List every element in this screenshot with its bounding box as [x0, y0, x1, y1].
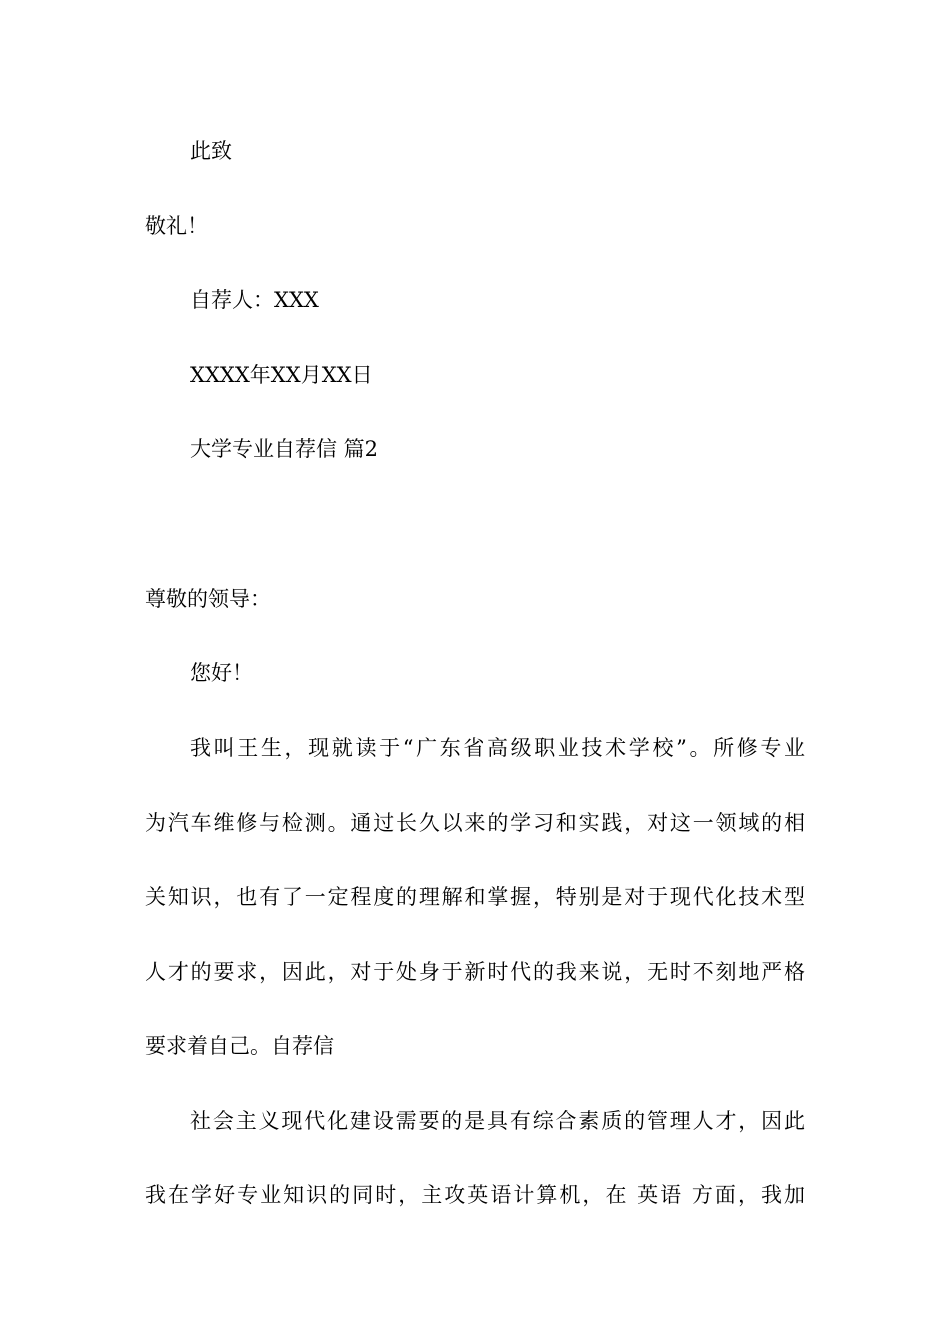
signer-line: 自荐人：XXX: [190, 288, 319, 312]
salutation: 尊敬的领导：: [145, 587, 271, 611]
section-title: 大学专业自荐信 篇2: [190, 437, 379, 461]
greeting: 您好！: [190, 661, 253, 685]
paragraph-line: 社会主义现代化建设需要的是具有综合素质的管理人才，因此: [190, 1109, 805, 1133]
paragraph-line: 我在学好专业知识的同时，主攻英语计算机，在 英语 方面，我加: [145, 1183, 805, 1207]
paragraph-line: 我叫王生，现就读于“广东省高级职业技术学校”。所修专业: [190, 736, 805, 760]
date-line: XXXX年XX月XX日: [190, 363, 373, 387]
paragraph-line: 人才的要求，因此，对于处身于新时代的我来说，无时不刻地严格: [145, 960, 805, 984]
closing-jing-li: 敬礼！: [145, 214, 208, 238]
paragraph-line: 关知识，也有了一定程度的理解和掌握，特别是对于现代化技术型: [145, 885, 805, 909]
closing-ci-zhi: 此致: [190, 139, 232, 163]
paragraph-line: 为汽车维修与检测。通过长久以来的学习和实践，对这一领域的相: [145, 811, 805, 835]
paragraph-line: 要求着自己。自荐信: [145, 1034, 334, 1058]
